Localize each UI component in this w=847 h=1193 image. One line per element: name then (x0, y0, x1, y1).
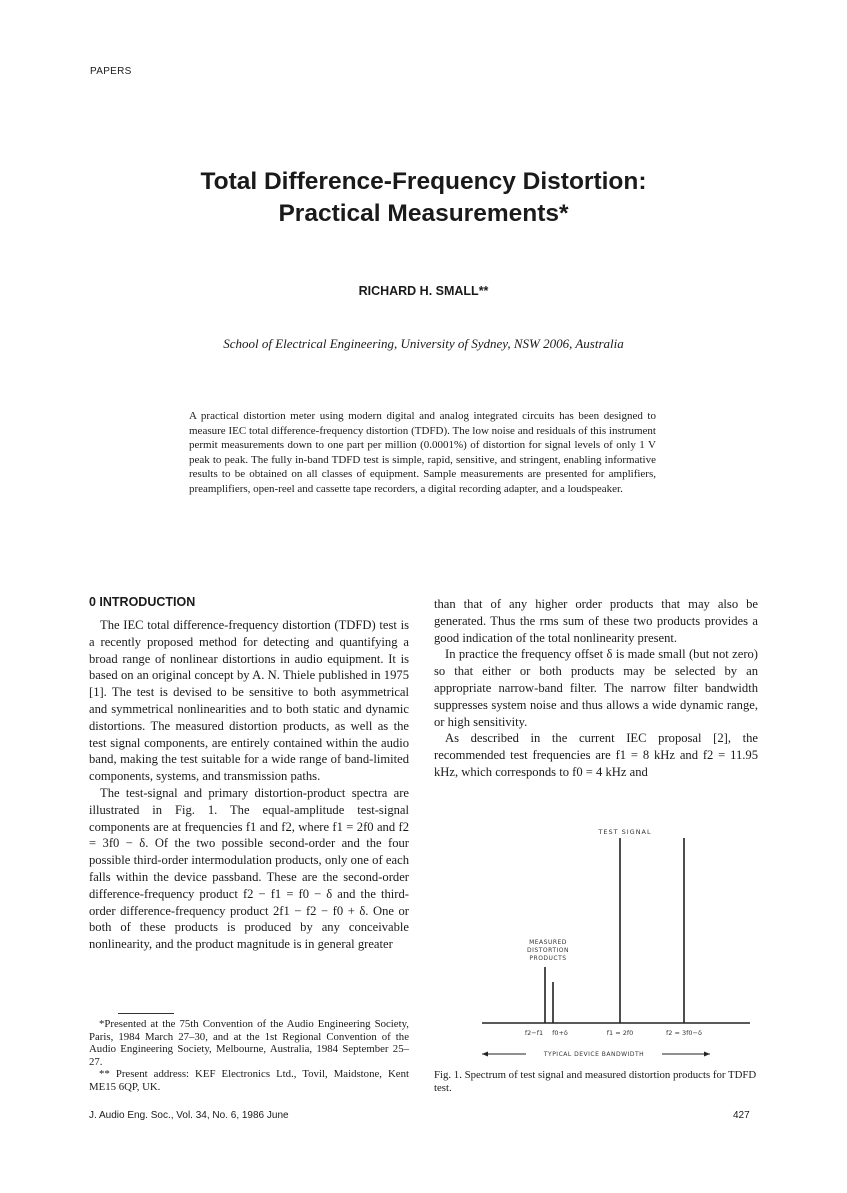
bandwidth-label: TYPICAL DEVICE BANDWIDTH (543, 1051, 645, 1058)
section-heading: 0 INTRODUCTION (89, 595, 196, 609)
footnotes (89, 1018, 409, 1094)
footnote: ** Present address: KEF Electronics Ltd., Tovil, Maidstone, Kent ME15 6QP, UK. (89, 1068, 409, 1093)
arrowhead-right (704, 1052, 710, 1057)
section-tag: PAPERS (90, 66, 132, 77)
title-line-1: Total Difference-Frequency Distortion: (200, 168, 647, 195)
paragraph: In practice the frequency offset δ is made small (but not zero) so that either or both products may be selected by an appropriate narrow-band filter. The narrow filter bandwidth suppresses system noise and thus allows a wide dynamic range, or high sensitivity. (434, 647, 758, 729)
right-column (434, 596, 758, 781)
measured-label-line3: PRODUCTS (529, 955, 567, 962)
figure-caption: Fig. 1. Spectrum of test signal and measured distortion products for TDFD test. (434, 1069, 757, 1094)
paper-title (90, 166, 757, 230)
paragraph: than that of any higher order products that may also be generated. Thus the rms sum of these two products provides a good indication of the total nonlinearity present. (434, 597, 758, 645)
left-column (89, 617, 409, 953)
tick-label: f1 = 2f0 (606, 1029, 634, 1037)
author-name: RICHARD H. SMALL** (358, 284, 489, 298)
author-affiliation: School of Electrical Engineering, University of Sydney, NSW 2006, Australia (223, 336, 624, 351)
tick-label: f2 = 3f0−δ (666, 1029, 702, 1037)
tick-label: f2−f1 (524, 1029, 544, 1037)
footnote: *Presented at the 75th Convention of the Audio Engineering Society, Paris, 1984 March 27–30, and at the 1st Regional Convention of the Audio Engineering Society, Melbourne, Australia, 1984 September 25–27. (89, 1018, 409, 1068)
page-number: 427 (733, 1110, 750, 1121)
paragraph: As described in the current IEC proposal [2], the recommended test frequencies are f1 = 8 kHz and f2 = 11.95 kHz, which corresponds to f0 = 4 kHz and (434, 731, 758, 779)
footnote-divider (118, 1013, 174, 1014)
measured-label-line1: MEASURED (529, 939, 567, 946)
measured-label-line2: DISTORTION (527, 947, 569, 954)
paragraph: The test-signal and primary distortion-product spectra are illustrated in Fig. 1. The equal-amplitude test-signal components are at frequencies f1 and f2, where f1 = 2f0 and f2 = 3f0 − δ. Of the two possible second-order and the four possible third-order intermodulation products, only one of each falls within the device passband. These are the second-order difference-frequency product f2 − f1 = f0 − δ and the third-order difference-frequency product 2f1 − f2 − f0 + δ. One or both of these products is produced by any conceivable nonlinearity, and the product magnitude is in general greater (89, 785, 409, 952)
arrowhead-left (482, 1052, 488, 1057)
title-line-2: Practical Measurements* (278, 200, 569, 227)
abstract: A practical distortion meter using modern digital and analog integrated circuits has been designed to measure IEC total difference-frequency distortion (TDFD). The low noise and residuals of this instrument permit measurements down to one part per million (0.0001%) of distortion for signal levels of only 1 V peak to peak. The fully in-band TDFD test is simple, rapid, sensitive, and stringent, enabling informative results to be obtained on all classes of equipment. Sample measurements are presented for amplifiers, preamplifiers, open-reel and cassette tape recorders, a digital recording adapter, and a loudspeaker. (189, 410, 656, 495)
paragraph: The IEC total difference-frequency distortion (TDFD) test is a recently proposed method for detecting and quantifying a broad range of nonlinear distortions in audio equipment. It is based on an original concept by A. N. Thiele published in 1975 [1]. The test is devised to be sensitive to both asymmetrical and symmetrical nonlinearities and to both static and dynamic distortions. The measured distortion products, as well as the test signal components, are entirely contained within the audio band, making the test suitable for a wide range of band-limited components, systems, and transmission paths. (89, 618, 409, 784)
journal-citation: J. Audio Eng. Soc., Vol. 34, No. 6, 1986 June (89, 1110, 289, 1121)
tick-label: f0+δ (552, 1029, 568, 1037)
spectrum-figure (470, 822, 760, 1062)
test-signal-label: TEST SIGNAL (598, 828, 652, 836)
